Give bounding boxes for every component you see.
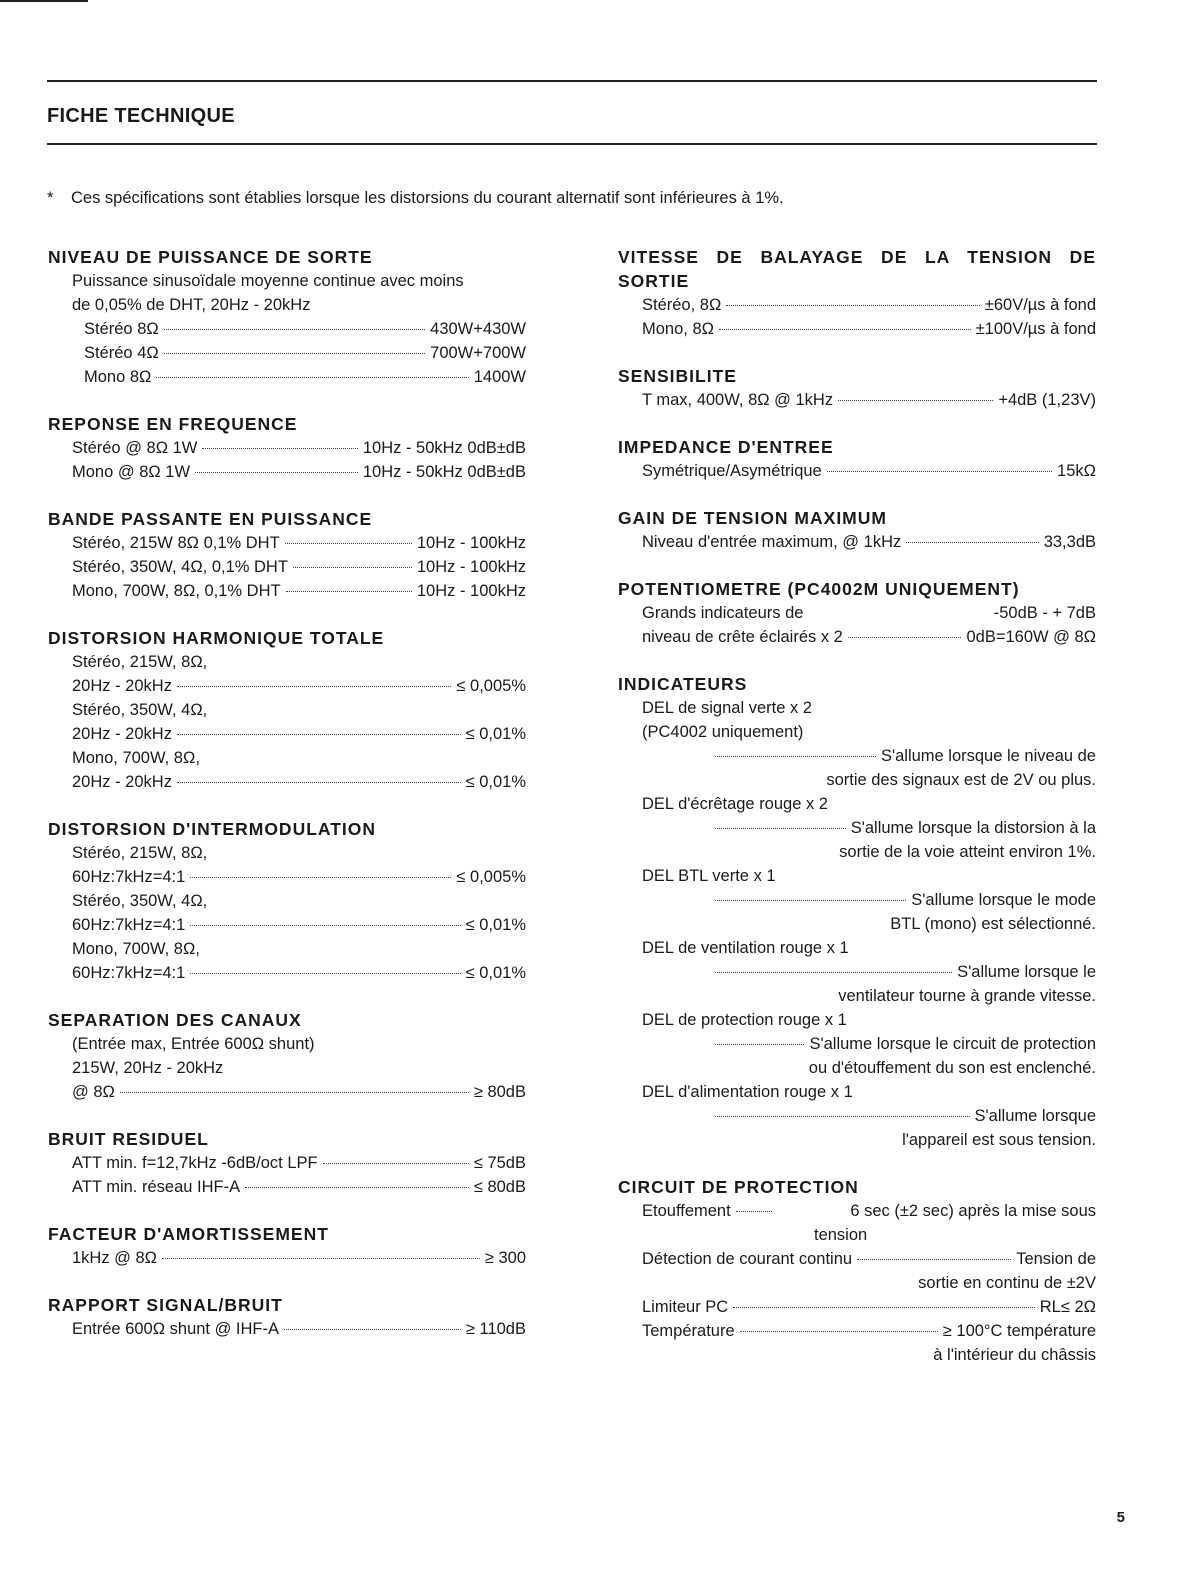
section-dht <box>48 626 526 794</box>
indicator-cont: sortie des signaux est de 2V ou plus. <box>826 771 1096 789</box>
spec-head: (Entrée max, Entrée 600Ω shunt) <box>72 1035 315 1053</box>
section-imd <box>48 817 526 985</box>
indicator-row: S'allume lorsque la distorsion à la <box>642 816 1096 840</box>
section-title: CIRCUIT DE PROTECTION <box>618 1177 859 1197</box>
section-title: REPONSE EN FREQUENCE <box>48 414 298 434</box>
spec-cont: à l'intérieur du châssis <box>933 1346 1096 1364</box>
spec-head: Mono, 700W, 8Ω, <box>72 749 200 767</box>
spec-row: @ 8Ω ≥ 80dB <box>72 1083 526 1101</box>
page-number: 5 <box>1116 1509 1125 1526</box>
section-title: BRUIT RESIDUEL <box>48 1129 209 1149</box>
spec-row: Mono, 8Ω ±100V/µs à fond <box>642 320 1096 338</box>
section-title: SENSIBILITE <box>618 366 737 386</box>
puissance-desc-1: Puissance sinusoïdale moyenne continue avec moins <box>72 272 464 290</box>
spec-row: Stéréo @ 8Ω 1W 10Hz - 50kHz 0dB±dB <box>72 439 526 457</box>
spec-row: Stéréo, 215W 8Ω 0,1% DHT 10Hz - 100kHz <box>72 534 526 552</box>
spec-row: 60Hz:7kHz=4:1 ≤ 0,01% <box>72 916 526 934</box>
section-bruit <box>48 1127 526 1199</box>
section-title: NIVEAU DE PUISSANCE DE SORTE <box>48 247 373 267</box>
intro-note <box>47 186 784 210</box>
indicator-row: S'allume lorsque <box>642 1104 1096 1128</box>
spec-head: 215W, 20Hz - 20kHz <box>72 1059 224 1077</box>
spec-row: 20Hz - 20kHz ≤ 0,01% <box>72 725 526 743</box>
spec-head: Mono, 700W, 8Ω, <box>72 940 200 958</box>
section-gain <box>618 506 1096 554</box>
spec-row: Stéréo 8Ω 430W+430W <box>84 320 526 338</box>
indicator-cont: sortie de la voie atteint environ 1%. <box>839 843 1096 861</box>
spec-row: Entrée 600Ω shunt @ IHF-A ≥ 110dB <box>72 1320 526 1338</box>
intro-bullet: * <box>47 189 54 207</box>
spec-row: 1kHz @ 8Ω ≥ 300 <box>72 1249 526 1267</box>
indicator-head: DEL BTL verte x 1 <box>642 867 776 885</box>
spec-head: Stéréo, 215W, 8Ω, <box>72 844 208 862</box>
spec-row: Stéréo, 350W, 4Ω, 0,1% DHT 10Hz - 100kHz <box>72 558 526 576</box>
indicator-head: DEL de signal verte x 2 <box>642 699 812 717</box>
spec-row: 60Hz:7kHz=4:1 ≤ 0,005% <box>72 868 526 886</box>
section-title: DISTORSION HARMONIQUE TOTALE <box>48 628 385 648</box>
section-title: DISTORSION D'INTERMODULATION <box>48 819 377 839</box>
spec-row: Stéréo 4Ω 700W+700W <box>84 344 526 362</box>
section-title: POTENTIOMETRE (PC4002M UNIQUEMENT) <box>618 579 1020 599</box>
right-column <box>618 245 1096 1390</box>
indicator-head: DEL de protection rouge x 1 <box>642 1011 847 1029</box>
intro-text: Ces spécifications sont établies lorsque les distorsions du courant alternatif sont inférieures à 1%. <box>71 189 784 207</box>
spec-row: Niveau d'entrée maximum, @ 1kHz 33,3dB <box>642 533 1096 551</box>
spec-row: Détection de courant continu Tension de <box>642 1250 1096 1268</box>
spec-row: Température ≥ 100°C température <box>642 1322 1096 1340</box>
header-rule-bottom <box>47 143 1097 145</box>
spec-cont: sortie en continu de ±2V <box>918 1274 1096 1292</box>
section-title: FACTEUR D'AMORTISSEMENT <box>48 1224 329 1244</box>
section-title: BANDE PASSANTE EN PUISSANCE <box>48 509 373 529</box>
spec-row: Limiteur PC RL≤ 2Ω <box>642 1298 1096 1316</box>
indicator-row: S'allume lorsque le niveau de <box>642 744 1096 768</box>
section-indicateurs <box>618 672 1096 1152</box>
indicator-row: S'allume lorsque le <box>642 960 1096 984</box>
spec-row: 20Hz - 20kHz ≤ 0,01% <box>72 773 526 791</box>
spec-row: 20Hz - 20kHz ≤ 0,005% <box>72 677 526 695</box>
section-separation <box>48 1008 526 1104</box>
indicator-cont: ventilateur tourne à grande vitesse. <box>838 987 1096 1005</box>
indicator-head: DEL de ventilation rouge x 1 <box>642 939 849 957</box>
section-title: IMPEDANCE D'ENTREE <box>618 437 834 457</box>
section-impedance <box>618 435 1096 483</box>
left-column <box>48 245 526 1364</box>
indicator-row: S'allume lorsque le circuit de protection <box>642 1032 1096 1056</box>
section-protection <box>618 1175 1096 1367</box>
spec-row: 60Hz:7kHz=4:1 ≤ 0,01% <box>72 964 526 982</box>
puissance-desc-2: de 0,05% de DHT, 20Hz - 20kHz <box>72 296 311 314</box>
page-title: FICHE TECHNIQUE <box>47 105 235 127</box>
section-title: INDICATEURS <box>618 674 748 694</box>
indicator-cont: l'appareil est sous tension. <box>902 1131 1096 1149</box>
spec-head: Stéréo, 350W, 4Ω, <box>72 701 208 719</box>
section-potentiometre <box>618 577 1096 649</box>
spec-head: Stéréo, 215W, 8Ω, <box>72 653 208 671</box>
section-snr <box>48 1293 526 1341</box>
indicator-cont: BTL (mono) est sélectionné. <box>890 915 1096 933</box>
spec-head: Stéréo, 350W, 4Ω, <box>72 892 208 910</box>
indicator-row: S'allume lorsque le mode <box>642 888 1096 912</box>
spec-row: Grands indicateurs de -50dB - + 7dB <box>642 604 1096 622</box>
section-puissance <box>48 245 526 389</box>
section-title: VITESSE DE BALAYAGE DE LA TENSION DE SORTIE <box>618 247 1096 291</box>
spec-row: niveau de crête éclairés x 2 0dB=160W @ 8Ω <box>642 628 1096 646</box>
indicator-head: DEL d'écrêtage rouge x 2 <box>642 795 828 813</box>
indicator-sub: (PC4002 uniquement) <box>642 723 804 741</box>
section-title: RAPPORT SIGNAL/BRUIT <box>48 1295 283 1315</box>
section-frequence <box>48 412 526 484</box>
section-title: SEPARATION DES CANAUX <box>48 1010 302 1030</box>
section-bande-passante <box>48 507 526 603</box>
spec-cont: tension <box>814 1226 868 1244</box>
indicator-cont: ou d'étouffement du son est enclenché. <box>808 1059 1096 1077</box>
section-sensibilite <box>618 364 1096 412</box>
section-title: GAIN DE TENSION MAXIMUM <box>618 508 887 528</box>
spec-row: Etouffement 6 sec (±2 sec) après la mise sous <box>642 1202 1096 1220</box>
spec-row: ATT min. f=12,7kHz -6dB/oct LPF ≤ 75dB <box>72 1154 526 1172</box>
spec-row: Mono, 700W, 8Ω, 0,1% DHT 10Hz - 100kHz <box>72 582 526 600</box>
spec-row: Mono 8Ω 1400W <box>84 368 526 386</box>
section-amortissement <box>48 1222 526 1270</box>
corner-rule <box>0 0 88 2</box>
spec-row: Symétrique/Asymétrique 15kΩ <box>642 462 1096 480</box>
spec-row: Mono @ 8Ω 1W 10Hz - 50kHz 0dB±dB <box>72 463 526 481</box>
spec-row: Stéréo, 8Ω ±60V/µs à fond <box>642 296 1096 314</box>
spec-row: ATT min. réseau IHF-A ≤ 80dB <box>72 1178 526 1196</box>
header-rule-top <box>47 80 1097 82</box>
indicator-head: DEL d'alimentation rouge x 1 <box>642 1083 853 1101</box>
section-slew <box>618 245 1096 341</box>
spec-row: T max, 400W, 8Ω @ 1kHz +4dB (1,23V) <box>642 391 1096 409</box>
